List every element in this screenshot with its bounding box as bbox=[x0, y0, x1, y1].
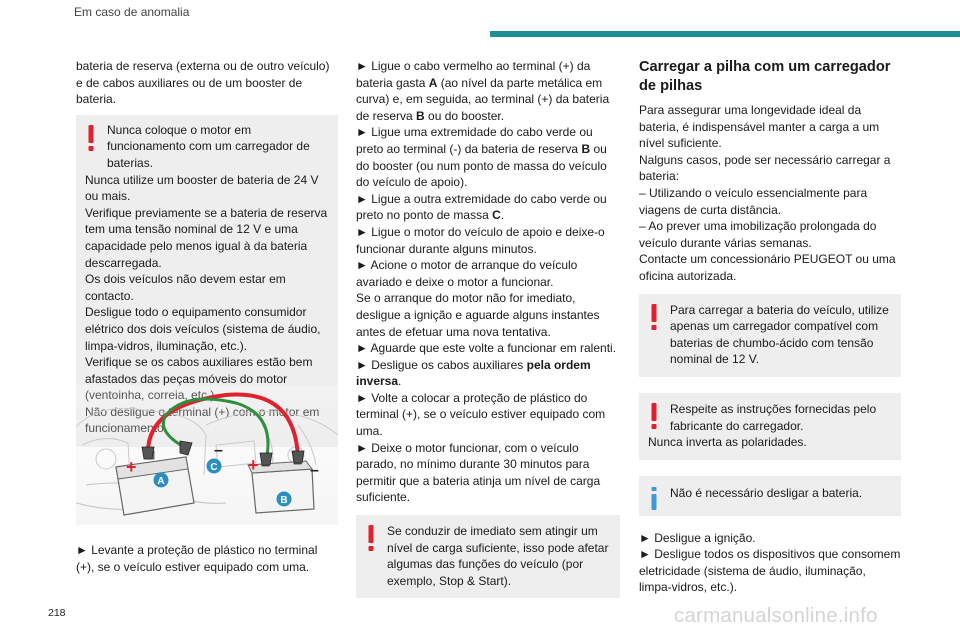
after-image-paragraph: ► Levante a proteção de plástico no terminal (+), se o veículo estiver equipado com uma. bbox=[76, 543, 318, 574]
warning-text: Para carregar a bateria do veículo, utilize apenas um carregador compatível com baterias de chumbo-ácido com tensão nominal de 12 V. bbox=[670, 302, 889, 367]
paragraph: – Ao prever uma imobilização prolongada do veículo durante várias semanas. bbox=[639, 219, 877, 250]
jumpstart-illustration bbox=[76, 385, 338, 525]
step-paragraph: Se o arranque do motor não for imediato, desligue a ignição e aguarde alguns instantes antes de efetuar uma nova tentativa. bbox=[356, 291, 600, 339]
paragraph: Contacte um concessionário PEUGEOT ou uma oficina autorizada. bbox=[639, 252, 896, 283]
info-box bbox=[639, 476, 901, 516]
paragraph: – Utilizando o veículo essencialmente para viagens de curta distância. bbox=[639, 185, 868, 217]
badge-a-label: A bbox=[157, 476, 165, 487]
step-paragraph: ► Acione o motor de arranque do veículo avariado e deixe o motor a funcionar. bbox=[356, 258, 578, 289]
minus-sign-c: – bbox=[214, 442, 223, 459]
warning-exclamation-icon bbox=[367, 525, 375, 553]
badge-a bbox=[154, 473, 169, 488]
step-paragraph: ► Deixe o motor funcionar, com o veículo parado, no mínimo durante 30 minutos para permitir que a bateria atinja um nível de carga suficiente. bbox=[356, 440, 601, 505]
section-heading: Carregar a pilha com um carregador de pilhas bbox=[639, 59, 891, 94]
warning-line: Os dois veículos não devem estar em contacto. bbox=[85, 272, 286, 303]
badge-b bbox=[277, 492, 292, 507]
warning-line: Verifique previamente se a bateria de reserva tem uma tensão nominal de 12 V e uma capacidade pelo menos igual à da bateria descarregada. bbox=[85, 205, 328, 270]
step-paragraph: ► Ligue a outra extremidade do cabo verde ou preto no ponto de massa C. bbox=[356, 191, 607, 223]
badge-b-label: B bbox=[280, 495, 288, 506]
warning-exclamation-icon bbox=[650, 403, 658, 431]
warning-line: Nunca inverta as polaridades. bbox=[648, 435, 807, 450]
section-title: Em caso de anomalia bbox=[74, 5, 190, 19]
warning-box-charger bbox=[639, 294, 901, 377]
badge-c bbox=[207, 459, 222, 474]
step-paragraph: ► Desligue a ignição. bbox=[639, 530, 756, 545]
warning-box-polarity bbox=[639, 393, 901, 460]
step-paragraph: ► Desligue os cabos auxiliares pela ordem inversa. bbox=[356, 357, 591, 389]
step-paragraph: ► Ligue o cabo vermelho ao terminal (+) da bateria gasta A (ao nível da parte metálica em curva) e, em seguida, ao terminal (+) da bateria de reserva B ou do booster. bbox=[356, 59, 610, 123]
warning-line: Não desligue o terminal (+) com o motor em funcionamento. bbox=[85, 404, 320, 436]
warning-text: Se conduzir de imediato sem atingir um nível de carga suficiente, isso pode afetar algumas das funções do veículo (por exemplo, Stop & Start). bbox=[387, 524, 609, 588]
plus-sign-b: + bbox=[248, 455, 259, 475]
warning-exclamation-icon bbox=[650, 304, 658, 332]
minus-sign-b: – bbox=[310, 462, 319, 479]
watermark: carmanualsonline.info bbox=[674, 604, 878, 627]
paragraph: Para assegurar uma longevidade ideal da bateria, é indispensável manter a carga a um nível suficiente. bbox=[639, 103, 880, 151]
column-right bbox=[639, 58, 901, 596]
badge-c-label: C bbox=[210, 462, 218, 473]
warning-line: Respeite as instruções fornecidas pelo fabricante do carregador. bbox=[670, 401, 877, 433]
plus-sign-a: + bbox=[126, 457, 137, 477]
paragraph: Nalguns casos, pode ser necessário carregar a bateria: bbox=[639, 152, 891, 184]
step-paragraph: ► Aguarde que este volte a funcionar em ralenti. bbox=[356, 341, 617, 356]
warning-exclamation-icon bbox=[87, 125, 95, 153]
column-middle bbox=[356, 58, 620, 598]
header-accent-bar bbox=[490, 31, 960, 37]
intro-paragraph: bateria de reserva (externa ou de outro veículo) e de cabos auxiliares ou de um booster de bateria. bbox=[76, 59, 330, 107]
warning-line: Desligue todo o equipamento consumidor elétrico dos dois veículos (sistema de áudio, limpa-vidros, iluminação, etc.). bbox=[85, 305, 321, 353]
page-number: 218 bbox=[48, 607, 66, 619]
warning-box-drive bbox=[356, 515, 620, 598]
warning-line: Nunca coloque o motor em funcionamento com um carregador de baterias. bbox=[107, 122, 310, 170]
step-paragraph: ► Ligue o motor do veículo de apoio e deixe-o funcionar durante alguns minutos. bbox=[356, 224, 605, 256]
warning-line: Nunca utilize um booster de bateria de 24 V ou mais. bbox=[85, 172, 319, 204]
warning-line: Verifique se os cabos auxiliares estão bem afastados das peças móveis do motor (ventoinha, correia, etc.). bbox=[85, 355, 313, 403]
step-paragraph: ► Desligue todos os dispositivos que consomem eletricidade (sistema de áudio, iluminação, limpa-vidros, etc.). bbox=[639, 547, 901, 595]
step-paragraph: ► Ligue uma extremidade do cabo verde ou preto ao terminal (-) da bateria de reserva B ou do booster (ou num ponto de massa do veículo do veículo de apoio). bbox=[356, 125, 607, 190]
info-text: Não é necessário desligar a bateria. bbox=[670, 485, 863, 500]
step-paragraph: ► Volte a colocar a proteção de plástico do terminal (+), se o veículo estiver equipado com uma. bbox=[356, 390, 606, 439]
info-i-icon bbox=[650, 487, 658, 511]
